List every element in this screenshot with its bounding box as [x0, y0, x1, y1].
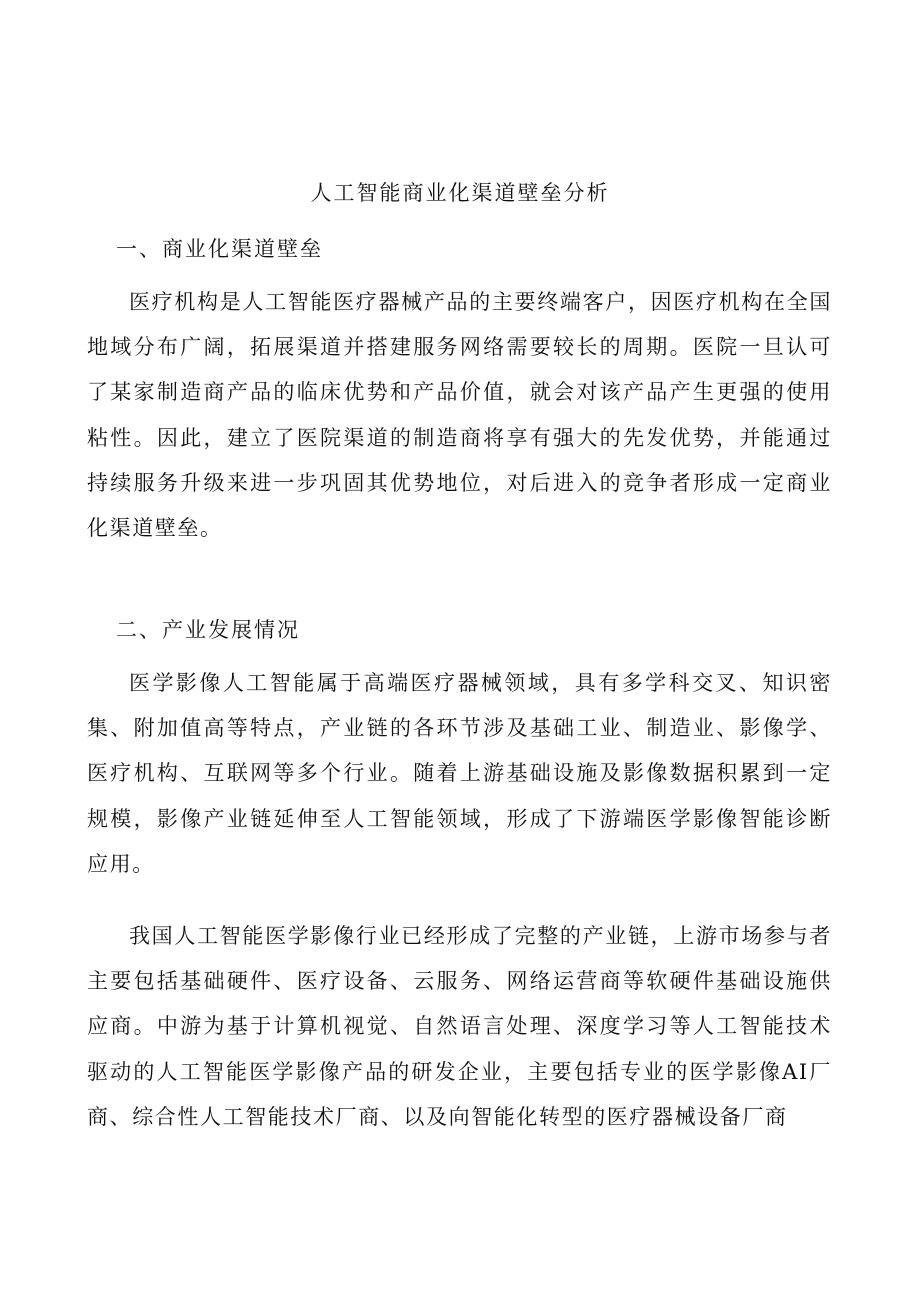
section-heading-industry-development: 二、产业发展情况 — [116, 618, 300, 642]
paragraph-channel-barriers: 医疗机构是人工智能医疗器械产品的主要终端客户，因医疗机构在全国地域分布广阔，拓展渠道并搭建服务网络需要较长的周期。医院一旦认可了某家制造商产品的临床优势和产品价值，就会对该产品产生更强的使用粘性。因此，建立了医院渠道的制造商将享有强大的先发优势，并能通过持续服务升级来进一步巩固其优势地位，对后进入的竞争者形成一定商业化渠道壁垒。 — [87, 290, 832, 541]
document-title: 人工智能商业化渠道壁垒分析 — [310, 181, 610, 205]
section-heading-channel-barriers: 一、商业化渠道壁垒 — [116, 237, 323, 261]
paragraph-industry-chain: 我国人工智能医学影像行业已经形成了完整的产业链，上游市场参与者主要包括基础硬件、医疗设备、云服务、网络运营商等软硬件基础设施供应商。中游为基于计算机视觉、自然语言处理、深度学习等人工智能技术驱动的人工智能医学影像产品的研发企业，主要包括专业的医学影像AI厂商、综合性人工智能技术厂商、以及向智能化转型的医疗器械设备厂商 — [87, 924, 832, 1129]
paragraph-industry-overview: 医学影像人工智能属于高端医疗器械领域，具有多学科交叉、知识密集、附加值高等特点，产业链的各环节涉及基础工业、制造业、影像学、医疗机构、互联网等多个行业。随着上游基础设施及影像数据积累到一定规模，影像产业链延伸至人工智能领域，形成了下游端医学影像智能诊断应用。 — [87, 671, 832, 876]
